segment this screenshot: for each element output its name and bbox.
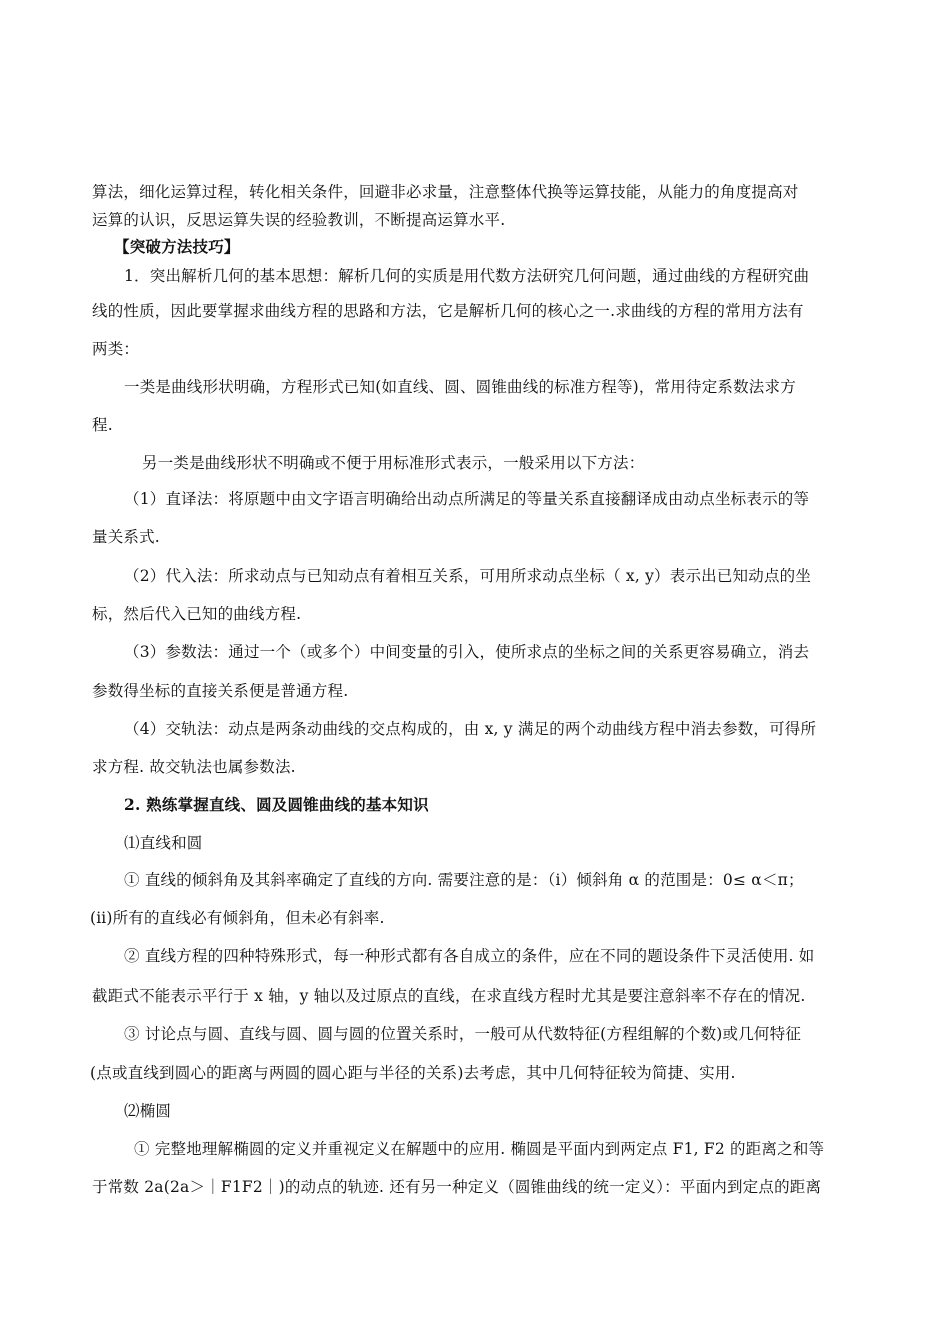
text-line: 参数得坐标的直接关系便是普通方程. xyxy=(92,682,349,700)
section-heading: 【突破方法技巧】 xyxy=(114,237,240,256)
text-line: (点或直线到圆心的距离与两圆的圆心距与半径的关系)去考虑，其中几何特征较为简捷、实用. xyxy=(90,1064,736,1082)
text-line: （1）直译法：将原题中由文字语言明确给出动点所满足的等量关系直接翻译成由动点坐标表示的等 xyxy=(124,490,810,508)
section-heading: 2. 熟练掌握直线、圆及圆锥曲线的基本知识 xyxy=(124,795,429,814)
text-line: 截距式不能表示平行于 x 轴，y 轴以及过原点的直线，在求直线方程时尤其是要注意斜率不存在的情况. xyxy=(92,987,806,1005)
text-line: ① 直线的倾斜角及其斜率确定了直线的方向. 需要注意的是：（ⅰ）倾斜角 α 的范围是：0≤ α＜π； xyxy=(124,871,804,889)
subsection-heading: ⑵椭圆 xyxy=(124,1102,172,1120)
text-line: ① 完整地理解椭圆的定义并重视定义在解题中的应用. 椭圆是平面内到两定点 F1, F2 的距离之和等 xyxy=(134,1140,825,1158)
text-line: 一类是曲线形状明确，方程形式已知(如直线、圆、圆锥曲线的标准方程等)，常用待定系数法求方 xyxy=(124,378,796,396)
text-line: 标，然后代入已知的曲线方程. xyxy=(92,605,302,623)
text-line: 1．突出解析几何的基本思想：解析几何的实质是用代数方法研究几何问题，通过曲线的方程研究曲 xyxy=(124,267,810,285)
text-line: 算法，细化运算过程，转化相关条件，回避非必求量，注意整体代换等运算技能，从能力的角度提高对 xyxy=(92,183,799,201)
text-line: （2）代入法：所求动点与已知动点有着相互关系，可用所求动点坐标（ x, y）表示出已知动点的坐 xyxy=(124,567,812,585)
text-line: 运算的认识，反思运算失误的经验教训，不断提高运算水平. xyxy=(92,211,506,229)
text-line: ③ 讨论点与圆、直线与圆、圆与圆的位置关系时，一般可从代数特征(方程组解的个数)或几何特征 xyxy=(124,1025,802,1043)
text-line: 于常数 2a(2a＞｜F1F2｜)的动点的轨迹. 还有另一种定义（圆锥曲线的统一定义）：平面内到定点的距离 xyxy=(92,1178,822,1196)
text-line: 量关系式. xyxy=(92,528,160,546)
text-line: 程. xyxy=(92,416,113,434)
text-line: （4）交轨法：动点是两条动曲线的交点构成的，由 x, y 满足的两个动曲线方程中消去参数，可得所 xyxy=(124,720,817,738)
subsection-heading: ⑴直线和圆 xyxy=(124,834,203,852)
text-line: 线的性质，因此要掌握求曲线方程的思路和方法，它是解析几何的核心之一.求曲线的方程的常用方法有 xyxy=(92,302,804,320)
text-line: ② 直线方程的四种特殊形式，每一种形式都有各自成立的条件，应在不同的题设条件下灵活使用. 如 xyxy=(124,947,815,965)
text-line: 求方程. 故交轨法也属参数法. xyxy=(92,758,296,776)
text-line: 两类： xyxy=(92,340,140,358)
text-line: (ⅱ)所有的直线必有倾斜角，但未必有斜率. xyxy=(90,909,385,927)
text-line: （3）参数法：通过一个（或多个）中间变量的引入，使所求点的坐标之间的关系更容易确立，消去 xyxy=(124,643,810,661)
text-line: 另一类是曲线形状不明确或不便于用标准形式表示，一般采用以下方法： xyxy=(142,454,645,472)
